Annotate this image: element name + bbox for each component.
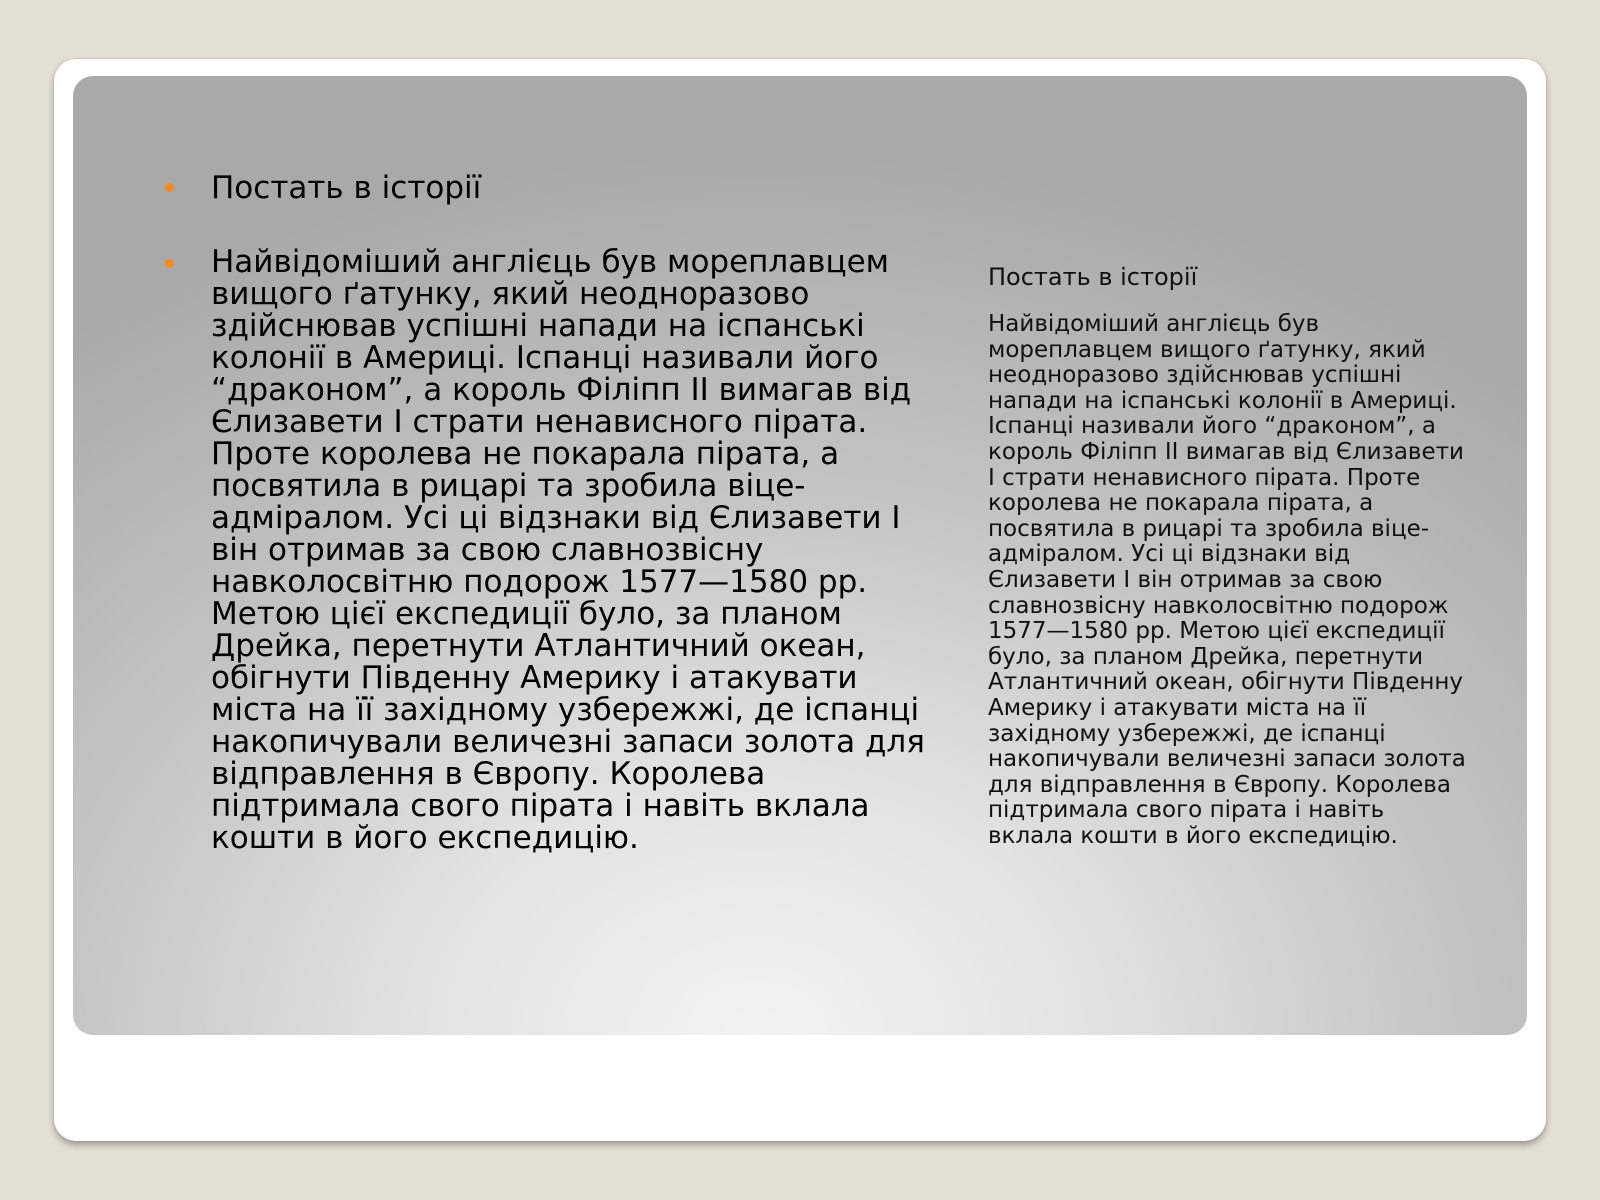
bullet-heading-text: Постать в історії <box>211 170 482 206</box>
bullet-item-body <box>165 246 925 854</box>
bullet-item-heading <box>165 168 925 208</box>
side-body: Найвідоміший англієць був мореплавцем вищого ґатунку, який неодноразово здійснював успішні напади на іспанські колонії в Америці. Іспанці називали його “драконом”, а король Філіпп ІІ вимагав від Єлизавети І страти ненависного пірата. Проте королева не покарала пірата, а посвятила в рицарі та зробила віце-адміралом. Усі ці відзнаки від Єлизавети І він отримав за свою славнозвісну навколосвітню подорож 1577—1580 рр. Метою цієї експедиції було, за планом Дрейка, перетнути Атлантичний океан, обігнути Південну Америку і атакувати міста на її західному узбережжі, де іспанці накопичували величезні запаси золота для відправлення в Європу. Королева підтримала свого пірата і навіть вклала кошти в його експедицію. <box>988 311 1466 849</box>
slide-content-panel <box>73 76 1527 1035</box>
bullet-body-text: Найвідоміший англієць був мореплавцем вищого ґатунку, який неодноразово здійснював успішні напади на іспанські колонії в Америці. Іспанці називали його “драконом”, а король Філіпп ІІ вимагав від Єлизавети І страти ненависного пірата. Проте королева не покарала пірата, а посвятила в рицарі та зробила віце-адміралом. Усі ці відзнаки від Єлизавети І він отримав за свою славнозвісну навколосвітню подорож 1577—1580 рр. Метою цієї експедиції було, за планом Дрейка, перетнути Атлантичний океан, обігнути Південну Америку і атакувати міста на її західному узбережжі, де іспанці накопичували величезні запаси золота для відправлення в Європу. Королева підтримала свого пірата і навіть вклала кошти в його експедицію. <box>211 244 925 856</box>
bullet-list <box>165 168 925 854</box>
side-title: Постать в історії <box>988 263 1198 291</box>
bullet-dot-icon <box>165 183 174 192</box>
bullet-dot-icon <box>165 259 174 268</box>
side-text-box <box>988 262 1473 849</box>
